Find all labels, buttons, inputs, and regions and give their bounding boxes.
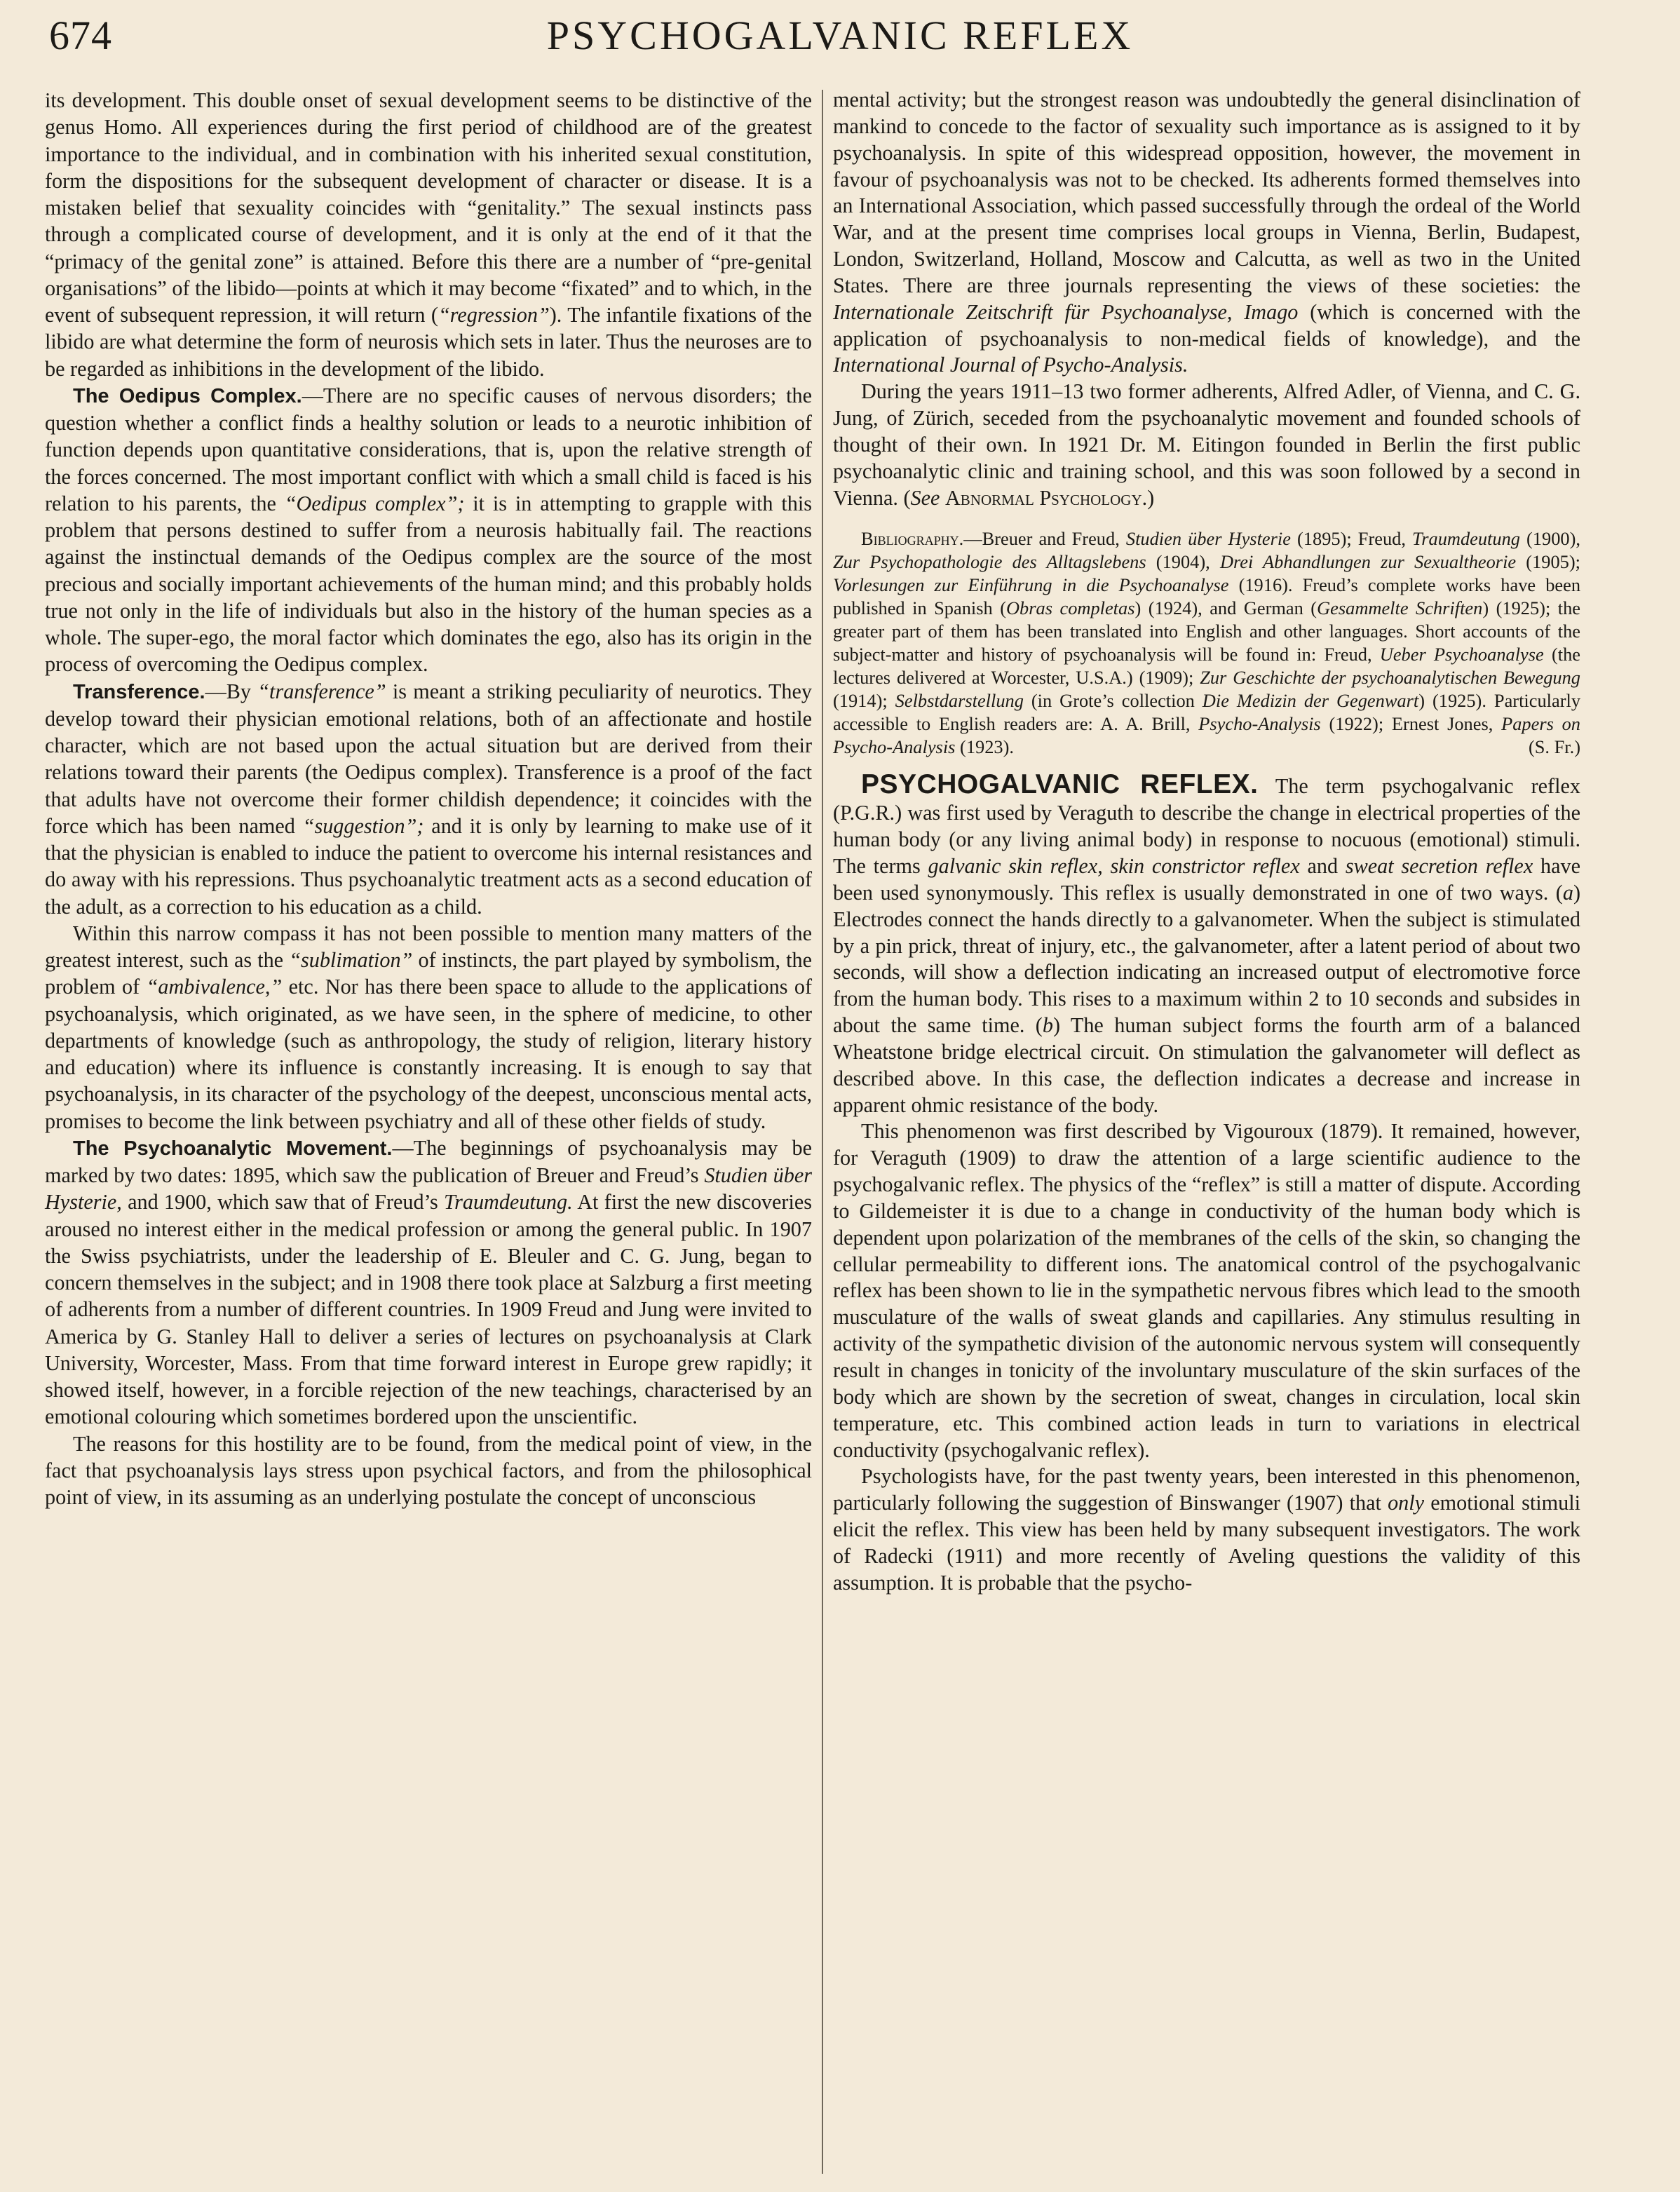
running-head: PSYCHOGALVANIC REFLEX — [546, 13, 1134, 58]
paragraph-hostility-reasons: The reasons for this hostility are to be found, from the medical point of view, in the fact that psychoanalysis lays stress upon psychical factors, and from the philosophical point of view, in its assuming as an underlying postulate the concept of unconscious — [45, 1431, 812, 1509]
cross-reference-link[interactable]: Abnormal Psychology — [944, 485, 1142, 510]
page-number: 674 — [49, 13, 112, 58]
transference-heading: Transference. — [73, 680, 205, 703]
paragraph-association: mental activity; but the strongest reason was undoubtedly the general disinclination of mankind to concede to the factor of sexuality such importance as is assigned to it by psychoanalysis. In spite of this widespread opposition, however, the movement in favour of psychoanalysis was not to be checked. Its adherents formed themselves into an International Association, which passed successfully through the ordeal of the World War, and at the present time comprises local groups in Vienna, Berlin, Budapest, London, Switzerland, Holland, Moscow and Calcutta, as well as two in the United States. There are three journals representing the views of these societies: the Internationale Zeitschrift für Psychoanalyse, Imago (which is concerned with the application of psychoanalysis to non-medical fields of knowledge), and the International Journal of Psycho-Analysis. — [833, 88, 1581, 377]
left-column — [45, 87, 812, 1510]
entry-psychogalvanic-reflex: PSYCHOGALVANIC REFLEX. The term psychogalvanic reflex (P.G.R.) was first used by Veraguth to describe the change in electrical properties of the human body (or any living animal body) in response to nocuous (emotional) stimuli. The terms galvanic skin reflex, skin constrictor reflex and sweat secretion reflex have been used synonymously. This reflex is usually demonstrated in one of two ways. (a) Electrodes connect the hands directly to a galvanometer. When the subject is stimulated by a pin prick, threat of injury, etc., the galvanometer, after a latent period of about two seconds, will show a deflection indicating an increased output of electromotive force from the human body. This rises to a maximum within 2 to 10 seconds and subsides in about the same time. (b) The human subject forms the fourth arm of a balanced Wheatstone bridge electrical circuit. On stimulation the galvanometer will deflect as described above. In this case, the deflection indicates a decrease and increase in apparent ohmic resistance of the body. — [833, 769, 1580, 1117]
entry-headword: PSYCHOGALVANIC REFLEX. — [861, 769, 1259, 800]
paragraph-vigouroux: This phenomenon was first described by Vigouroux (1879). It remained, however, for Veraguth (1909) to draw the attention of a large scientific audience to the psychogalvanic reflex. The physics of the “reflex” is still a matter of dispute. According to Gildemeister it is due to a change in conductivity of the human body which is dependent upon polarization of the membranes of the cells of the skin, so changing the cellular permeability to different ions. The anatomical control of the psychogalvanic reflex has been shown to lie in the sympathetic nervous fibres which lead to the smooth musculature of the walls of sweat glands and capillaries. Any stimulus resulting in activity of the sympathetic division of the autonomic nervous system will consequently result in changes in tonicity of the involuntary musculature of the skin surfaces of the body which are shown by the secretion of sweat, changes in circulation, local skin temperature, etc. This combined action leads in turn to variations in electrical conductivity (psychogalvanic reflex). — [833, 1119, 1580, 1462]
author-signature: (S. Fr.) — [1528, 736, 1580, 758]
paragraph-narrow-compass: Within this narrow compass it has not been possible to mention many matters of the greatest interest, such as the “sublimation” of instincts, the part played by symbolism, the problem of “ambivalence,” etc. Nor has there been space to allude to the applications of psychoanalysis, which originated, as we have seen, in the sphere of medicine, to other departments of knowledge (such as anthropology, the study of religion, literary history and education) where its influence is constantly increasing. It is enough to say that psychoanalysis, in its character of the psychology of the deepest, unconscious mental acts, promises to become the link between psychiatry and all of these other fields of study. — [45, 921, 812, 1133]
column-divider — [822, 90, 823, 2174]
section-oedipus-complex: The Oedipus Complex.—There are no specific causes of nervous disorders; the question whether a conflict finds a healthy solution or leads to a neurotic inhibition of function depends upon quantitative considerations, that is, upon the relative strength of the forces concerned. The most important conflict with which a small child is faced is his relation to his parents, the “Oedipus complex”; it is in attempting to grapple with this problem that persons destined to suffer from a neurosis habitually fail. The reactions against the instinctual demands of the Oedipus complex are the source of the most precious and socially important achievements of the human mind; and this probably holds true not only in the life of individuals but also in the history of the human species as a whole. The super-ego, the moral factor which dominates the ego, also has its origin in the process of overcoming the Oedipus complex. — [45, 383, 812, 677]
section-transference: Transference.—By “transference” is meant a striking peculiarity of neurotics. They develop toward their physician emotional relations, both of an affectionate and hostile character, which are not based upon the actual situation but are derived from their relations toward their parents (the Oedipus complex). Transference is a proof of the fact that adults have not overcome their former childish dependence; it coincides with the force which has been named “suggestion”; and it is only by learning to make use of it that the physician is enabled to induce the patient to overcome his internal resistances and do away with his repressions. Thus psychoanalytic treatment acts as a second education of the adult, as a correction to his education as a child. — [45, 679, 812, 919]
oedipus-heading: The Oedipus Complex. — [73, 384, 302, 407]
right-column — [833, 87, 1580, 1597]
paragraph-psychologists: Psychologists have, for the past twenty years, been interested in this phenomenon, particularly following the suggestion of Binswanger (1907) that only emotional stimuli elicit the reflex. This view has been held by many subsequent investigators. The work of Radecki (1911) and more recently of Aveling questions the validity of this assumption. It is probable that the psycho- — [833, 1464, 1580, 1595]
paragraph-sexual-development: its development. This double onset of sexual development seems to be distinctive of the genus Homo. All experiences during the first period of childhood are of the greatest importance to the individual, and in combination with his inherited sexual constitution, form the dispositions for the subsequent development of character or disease. It is a mistaken belief that sexuality coincides with “genitality.” The sexual instincts pass through a complicated course of development, and it is only at the end of it that the “primacy of the genital zone” is attained. Before this there are a number of “pre-genital organisations” of the libido—points at which it may become “fixated” and to which, in the event of subsequent repression, it will return (“regression”). The infantile fixations of the libido are what determine the form of neurosis which sets in later. Thus the neuroses are to be regarded as inhibitions in the development of the libido. — [45, 88, 812, 381]
section-psychoanalytic-movement: The Psychoanalytic Movement.—The beginnings of psychoanalysis may be marked by two dates: 1895, which saw the publication of Breuer and Freud’s Studien über Hysterie, and 1900, which saw that of Freud’s Traumdeutung. At first the new discoveries aroused no interest either in the medical profession or among the general public. In 1907 the Swiss psychiatrists, under the leadership of E. Bleuler and C. G. Jung, began to concern themselves in the subject; and in 1908 there took place at Salzburg a first meeting of adherents from a number of different countries. In 1909 Freud and Jung were invited to America by G. Stanley Hall to deliver a series of lectures on psychoanalysis at Clark University, Worcester, Mass. From that time forward interest in Europe grew rapidly; it showed itself, however, in a forcible rejection of the new teachings, characterised by an emotional colouring which sometimes bordered upon the unscientific. — [45, 1135, 812, 1429]
bibliography: Bibliography.—Breuer and Freud, Studien über Hysterie (1895); Freud, Traumdeutung (1900), Zur Psychopathologie des Alltagslebens (1904), Drei Abhandlungen zur Sexualtheorie (1905); Vorlesungen zur Einführung in die Psychoanalyse (1916). Freud’s complete works have been published in Spanish (Obras completas) (1924), and German (Gesammelte Schriften) (1925); the greater part of them has been translated into English and other languages. Short accounts of the subject-matter and history of psychoanalysis will be found in: Freud, Ueber Psychoanalyse (the lectures delivered at Worcester, U.S.A.) (1909); Zur Geschichte der psychoanalytischen Bewegung (1914); Selbstdarstellung (in Grote’s collection Die Medizin der Gegenwart) (1925). Particularly accessible to English readers are: A. A. Brill, Psycho-Analysis (1922); Ernest Jones, Papers on Psycho-Analysis (1923). (S. Fr.) — [833, 527, 1580, 759]
movement-heading: The Psychoanalytic Movement. — [73, 1137, 393, 1160]
paragraph-secession: During the years 1911–13 two former adherents, Alfred Adler, of Vienna, and C. G. Jung, of Zürich, seceded from the psychoanalytic movement and founded schools of thought of their own. In 1921 Dr. M. Eitingon founded in Berlin the first public psychoanalytic clinic and training school, and this was soon followed by a second in Vienna. (See Abnormal Psychology.) — [833, 379, 1580, 510]
bibliography-label: Bibliography — [861, 527, 959, 549]
